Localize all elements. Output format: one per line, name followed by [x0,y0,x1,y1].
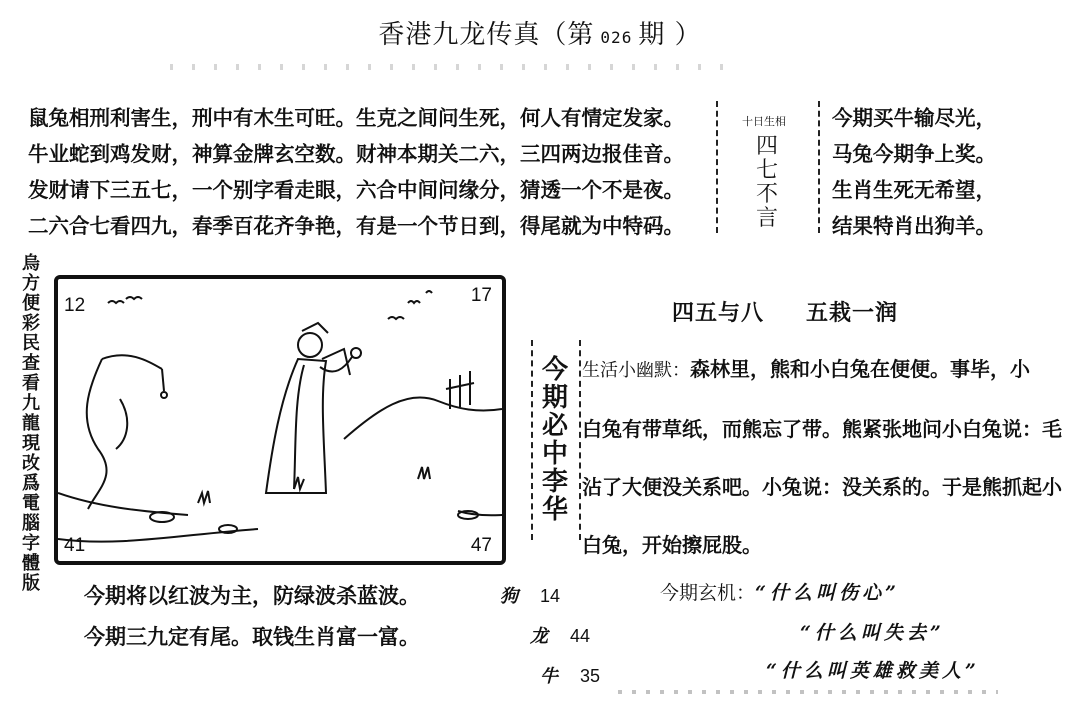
xuanji-line-3: “什么叫英雄救美人” [766,660,980,682]
joke-line: 白兔，开始擦屁股。 [582,533,762,557]
vertical-box-small: 十日生相 [742,115,786,128]
side-char: 看 [22,373,40,394]
held-object [351,348,361,358]
topic-b: 五栽一润 [806,300,899,326]
scan-noise-bottom [618,690,998,694]
corner-number-top-left: 12 [64,295,86,316]
pick-char: 今 [541,355,568,385]
fishing-line [162,369,164,391]
figure-head [298,333,322,357]
fence [446,371,474,409]
ground-line [58,493,188,515]
side-char: 龍 [22,413,40,434]
zodiac-number: 35 [580,666,601,686]
poem-line: 发财请下三五七，一个别字看走眼，六合中间问缘分，猜透一个不是夜。 [28,178,684,202]
joke-block [582,340,1064,574]
side-char: 版 [22,573,40,594]
zodiac-animal: 龙 [530,626,548,647]
grass-tuft [418,467,430,479]
xuanji-line-1 [660,578,900,605]
topic-a: 四五与八 [672,300,765,326]
side-char: 方 [22,273,40,294]
side-char: 烏 [22,253,40,274]
pick-char: 必 [541,411,568,441]
side-char: 電 [22,493,40,514]
zodiac-animal: 狗 [500,586,518,607]
tree-branch [102,355,162,369]
poem-line: 生肖生死无希望， [832,178,996,202]
joke-line [582,340,1064,400]
joke-text: 森林里，熊和小白兔在便便。事毕，小 [690,357,1030,381]
bird-icon [388,317,404,319]
zodiac-row [500,582,560,608]
corner-number-bottom-left: 41 [64,535,86,556]
vertical-box [716,101,820,233]
poem-line: 马兔今期争上奖。 [832,142,996,166]
xuanji-line-2: “什么叫失去” [800,622,945,644]
zodiac-number: 14 [540,586,561,606]
pick-char: 期 [541,383,568,413]
joke-line: 沾了大便没关系吧。小兔说：没关系的。于是熊抓起小 [582,475,1062,499]
scan-noise-top [170,64,730,70]
poem-line: 今期买牛输尽光， [832,106,996,130]
pick-char: 中 [541,439,568,469]
zodiac-row [530,622,590,648]
hook [161,392,167,398]
pick-char: 华 [541,495,568,525]
side-char: 民 [22,333,40,354]
bird-icon [426,291,432,293]
poem-line: 二六合七看四九，春季百花齐争艳，有是一个节日到，得尾就为中特码。 [28,214,684,238]
side-char: 便 [22,293,40,314]
side-char: 爲 [22,473,40,494]
topic-heading [672,296,940,327]
side-char: 改 [22,453,40,474]
vertical-pick-box [531,340,581,540]
xuanji-text: “什么叫伤心” [755,582,900,604]
joke-label: 生活小幽默： [582,360,690,381]
corner-number-top-right: 17 [470,285,492,306]
pick-char: 李 [541,467,568,497]
side-char: 字 [22,533,40,554]
hill-line [344,397,502,439]
tree-trunk [87,359,107,509]
ground-line [58,529,258,542]
grass-tuft [198,491,210,503]
side-char: 九 [22,393,40,414]
vertical-char: 七 [755,158,778,183]
poem-line: 结果特肖出狗羊。 [832,214,996,238]
poem-line: 牛业蛇到鸡发财，神算金牌玄空数。财神本期关二六，三四两边报佳音。 [28,142,684,166]
vertical-box-text [754,135,780,231]
poem-line: 鼠兔相刑利害生，刑中有木生可旺。生克之间问生死，何人有情定发家。 [28,106,684,130]
title-suffix: 期 ） [638,20,702,50]
side-char: 現 [22,433,40,454]
zodiac-number: 44 [570,626,591,646]
tree-branch [116,399,127,449]
side-char: 體 [22,553,40,574]
bird-icon [126,297,142,299]
vertical-char: 言 [755,206,778,231]
vertical-char: 四 [755,134,778,159]
bottom-line-1: 今期将以红波为主，防绿波杀蓝波。 [84,583,420,608]
zodiac-animal: 牛 [540,666,558,687]
robe-fold [294,365,304,489]
xuanji-label: 今期玄机： [660,582,756,604]
grass-tuft [294,477,304,489]
ink-drawing [58,279,502,561]
side-char: 腦 [22,513,40,534]
illustration-frame [54,275,506,565]
corner-number-bottom-right: 47 [470,535,492,556]
poem-left [28,100,718,244]
figure-hat [302,323,328,333]
side-char: 彩 [22,313,40,334]
vertical-pick-text [541,356,569,524]
page-title [0,14,1080,51]
title-prefix: 香港九龙传真（第 [378,20,595,50]
bird-icon [108,301,124,303]
poem-right [832,100,1072,244]
joke-line: 白兔有带草纸，而熊忘了带。熊紧张地问小白兔说：毛 [582,417,1062,441]
side-vertical-text [16,254,46,594]
zodiac-row [540,662,600,688]
bird-icon [408,301,420,303]
side-char: 查 [22,353,40,374]
bottom-line-2: 今期三九定有尾。取钱生肖富一富。 [84,624,420,649]
issue-number: 026 [600,28,633,47]
vertical-char: 不 [755,182,778,207]
